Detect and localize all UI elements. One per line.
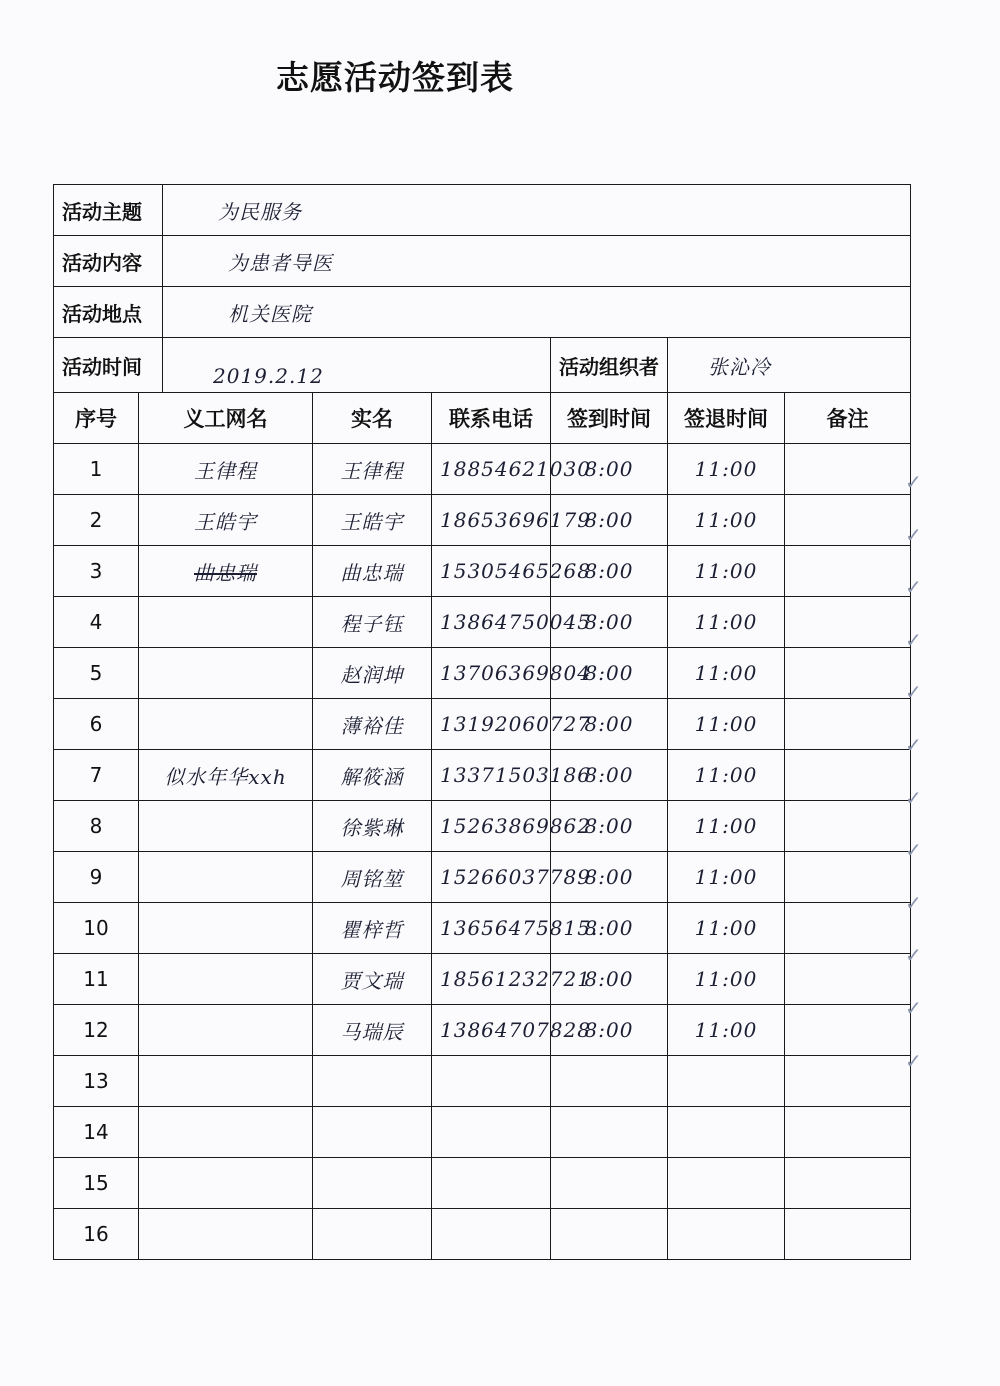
checkout-cell [668,1209,785,1260]
table-row [54,495,911,546]
nickname-cell [139,648,313,699]
row-number: 1 [54,444,139,495]
phone-cell: 13864750045 [432,597,551,648]
table-row [54,903,911,954]
realname-cell: 王皓宇 [313,495,432,546]
time-value: 2019.2.12 [163,338,551,393]
row-number: 2 [54,495,139,546]
check-mark-icon: ✓ [905,996,922,1020]
phone-cell [432,1209,551,1260]
realname-cell: 马瑞辰 [313,1005,432,1056]
note-cell [785,801,911,852]
header-note: 备注 [785,393,911,444]
checkin-cell [551,1056,668,1107]
nickname-cell [139,1056,313,1107]
table-row [54,546,911,597]
phone-cell: 13706369804 [432,648,551,699]
organizer-label: 活动组织者 [551,338,668,393]
checkout-cell: 11:00 [668,597,785,648]
note-cell [785,903,911,954]
nickname-cell [139,1107,313,1158]
nickname-cell [139,801,313,852]
note-cell [785,546,911,597]
realname-cell: 薄裕佳 [313,699,432,750]
table-row [54,648,911,699]
phone-cell: 15266037789 [432,852,551,903]
table-row [54,1107,911,1158]
checkout-cell: 11:00 [668,546,785,597]
row-number: 8 [54,801,139,852]
checkin-cell: 8:00 [551,801,668,852]
nickname-cell [139,1209,313,1260]
table-row [54,852,911,903]
table-row [54,1209,911,1260]
checkout-cell: 11:00 [668,954,785,1005]
table-row [54,597,911,648]
row-number: 16 [54,1209,139,1260]
form-title: 志愿活动签到表 [276,58,514,97]
table-row [54,1158,911,1209]
nickname-cell [139,597,313,648]
row-number: 9 [54,852,139,903]
table-row [54,1005,911,1056]
nickname-cell [139,1005,313,1056]
checkin-cell: 8:00 [551,750,668,801]
realname-cell: 王律程 [313,444,432,495]
nickname-cell: 似水年华xxh [139,750,313,801]
table-row [54,699,911,750]
signin-table [53,184,911,1260]
header-realname: 实名 [313,393,432,444]
check-mark-icon: ✓ [905,785,922,810]
checkin-cell: 8:00 [551,1005,668,1056]
checkout-cell [668,1107,785,1158]
place-row [54,287,911,338]
row-number: 13 [54,1056,139,1107]
note-cell [785,444,911,495]
checkout-cell: 11:00 [668,444,785,495]
note-cell [785,852,911,903]
time-row [54,338,911,393]
table-row [54,444,911,495]
phone-cell: 18854621030 [432,444,551,495]
note-cell [785,1005,911,1056]
realname-cell: 赵润坤 [313,648,432,699]
place-label: 活动地点 [54,287,163,338]
note-cell [785,1107,911,1158]
checkin-cell: 8:00 [551,852,668,903]
realname-cell [313,1107,432,1158]
header-checkin: 签到时间 [551,393,668,444]
phone-cell: 18653696179 [432,495,551,546]
checkin-cell: 8:00 [551,495,668,546]
content-row [54,236,911,287]
checkout-cell: 11:00 [668,495,785,546]
checkin-cell [551,1107,668,1158]
nickname-cell [139,903,313,954]
row-number: 14 [54,1107,139,1158]
check-mark-icon: ✓ [905,943,922,968]
check-mark-icon: ✓ [905,575,922,600]
checkin-cell: 8:00 [551,444,668,495]
checkin-cell [551,1209,668,1260]
checkin-cell: 8:00 [551,903,668,954]
check-mark-icon: ✓ [905,680,922,705]
realname-cell [313,1056,432,1107]
checkout-cell: 11:00 [668,699,785,750]
checkin-cell: 8:00 [551,546,668,597]
check-mark-icon: ✓ [905,890,922,915]
note-cell [785,648,911,699]
time-label: 活动时间 [54,338,163,393]
phone-cell [432,1158,551,1209]
table-row [54,1056,911,1107]
note-cell [785,1158,911,1209]
checkin-cell [551,1158,668,1209]
note-cell [785,750,911,801]
check-mark-icon: ✓ [905,522,922,547]
realname-cell: 周铭堃 [313,852,432,903]
phone-cell: 15263869862 [432,801,551,852]
checkin-cell: 8:00 [551,648,668,699]
row-number: 12 [54,1005,139,1056]
checkout-cell: 11:00 [668,1005,785,1056]
checkin-cell: 8:00 [551,699,668,750]
phone-cell: 15305465268 [432,546,551,597]
note-cell [785,597,911,648]
phone-cell: 18561232721 [432,954,551,1005]
table-row [54,954,911,1005]
checkout-cell [668,1056,785,1107]
place-value: 机关医院 [163,287,911,338]
nickname-cell: 王律程 [139,444,313,495]
checkout-cell: 11:00 [668,648,785,699]
row-number: 6 [54,699,139,750]
table-row [54,750,911,801]
realname-cell: 程子钰 [313,597,432,648]
nickname-cell [139,699,313,750]
theme-row [54,185,911,236]
row-number: 7 [54,750,139,801]
header-row [54,393,911,444]
checkout-cell [668,1158,785,1209]
realname-cell: 曲忠瑞 [313,546,432,597]
row-number: 10 [54,903,139,954]
check-mark-icon: ✓ [905,838,922,863]
checkin-cell: 8:00 [551,597,668,648]
note-cell [785,699,911,750]
phone-cell: 13192060727 [432,699,551,750]
realname-cell: 贾文瑞 [313,954,432,1005]
phone-cell [432,1056,551,1107]
table-row [54,801,911,852]
note-cell [785,1209,911,1260]
nickname-cell [139,1158,313,1209]
checkout-cell: 11:00 [668,801,785,852]
content-value: 为患者导医 [163,236,911,287]
row-number: 5 [54,648,139,699]
realname-cell [313,1209,432,1260]
header-phone: 联系电话 [432,393,551,444]
note-cell [785,495,911,546]
note-cell [785,1056,911,1107]
row-number: 11 [54,954,139,1005]
nickname-cell: 曲忠瑞 [139,546,313,597]
realname-cell [313,1158,432,1209]
row-number: 4 [54,597,139,648]
row-number: 3 [54,546,139,597]
header-checkout: 签退时间 [668,393,785,444]
phone-cell [432,1107,551,1158]
phone-cell: 13656475815. [432,903,551,954]
theme-value: 为民服务 [163,185,911,236]
checkout-cell: 11:00 [668,903,785,954]
realname-cell: 瞿梓哲 [313,903,432,954]
checkout-cell: 11:00 [668,750,785,801]
realname-cell: 解筱涵 [313,750,432,801]
header-no: 序号 [54,393,139,444]
check-mark-icon: ✓ [905,470,922,494]
nickname-cell: 王皓宇 [139,495,313,546]
nickname-cell [139,852,313,903]
realname-cell: 徐紫琳 [313,801,432,852]
check-mark-icon: ✓ [905,733,922,757]
nickname-cell [139,954,313,1005]
header-nickname: 义工网名 [139,393,313,444]
content-label: 活动内容 [54,236,163,287]
check-mark-icon: ✓ [905,627,922,652]
organizer-value: 张沁冷 [668,338,911,393]
phone-cell: 13371503186 [432,750,551,801]
phone-cell: 13864707828 [432,1005,551,1056]
theme-label: 活动主题 [54,185,163,236]
checkout-cell: 11:00 [668,852,785,903]
checkin-cell: 8:00 [551,954,668,1005]
check-mark-icon: ✓ [905,1048,922,1073]
note-cell [785,954,911,1005]
row-number: 15 [54,1158,139,1209]
